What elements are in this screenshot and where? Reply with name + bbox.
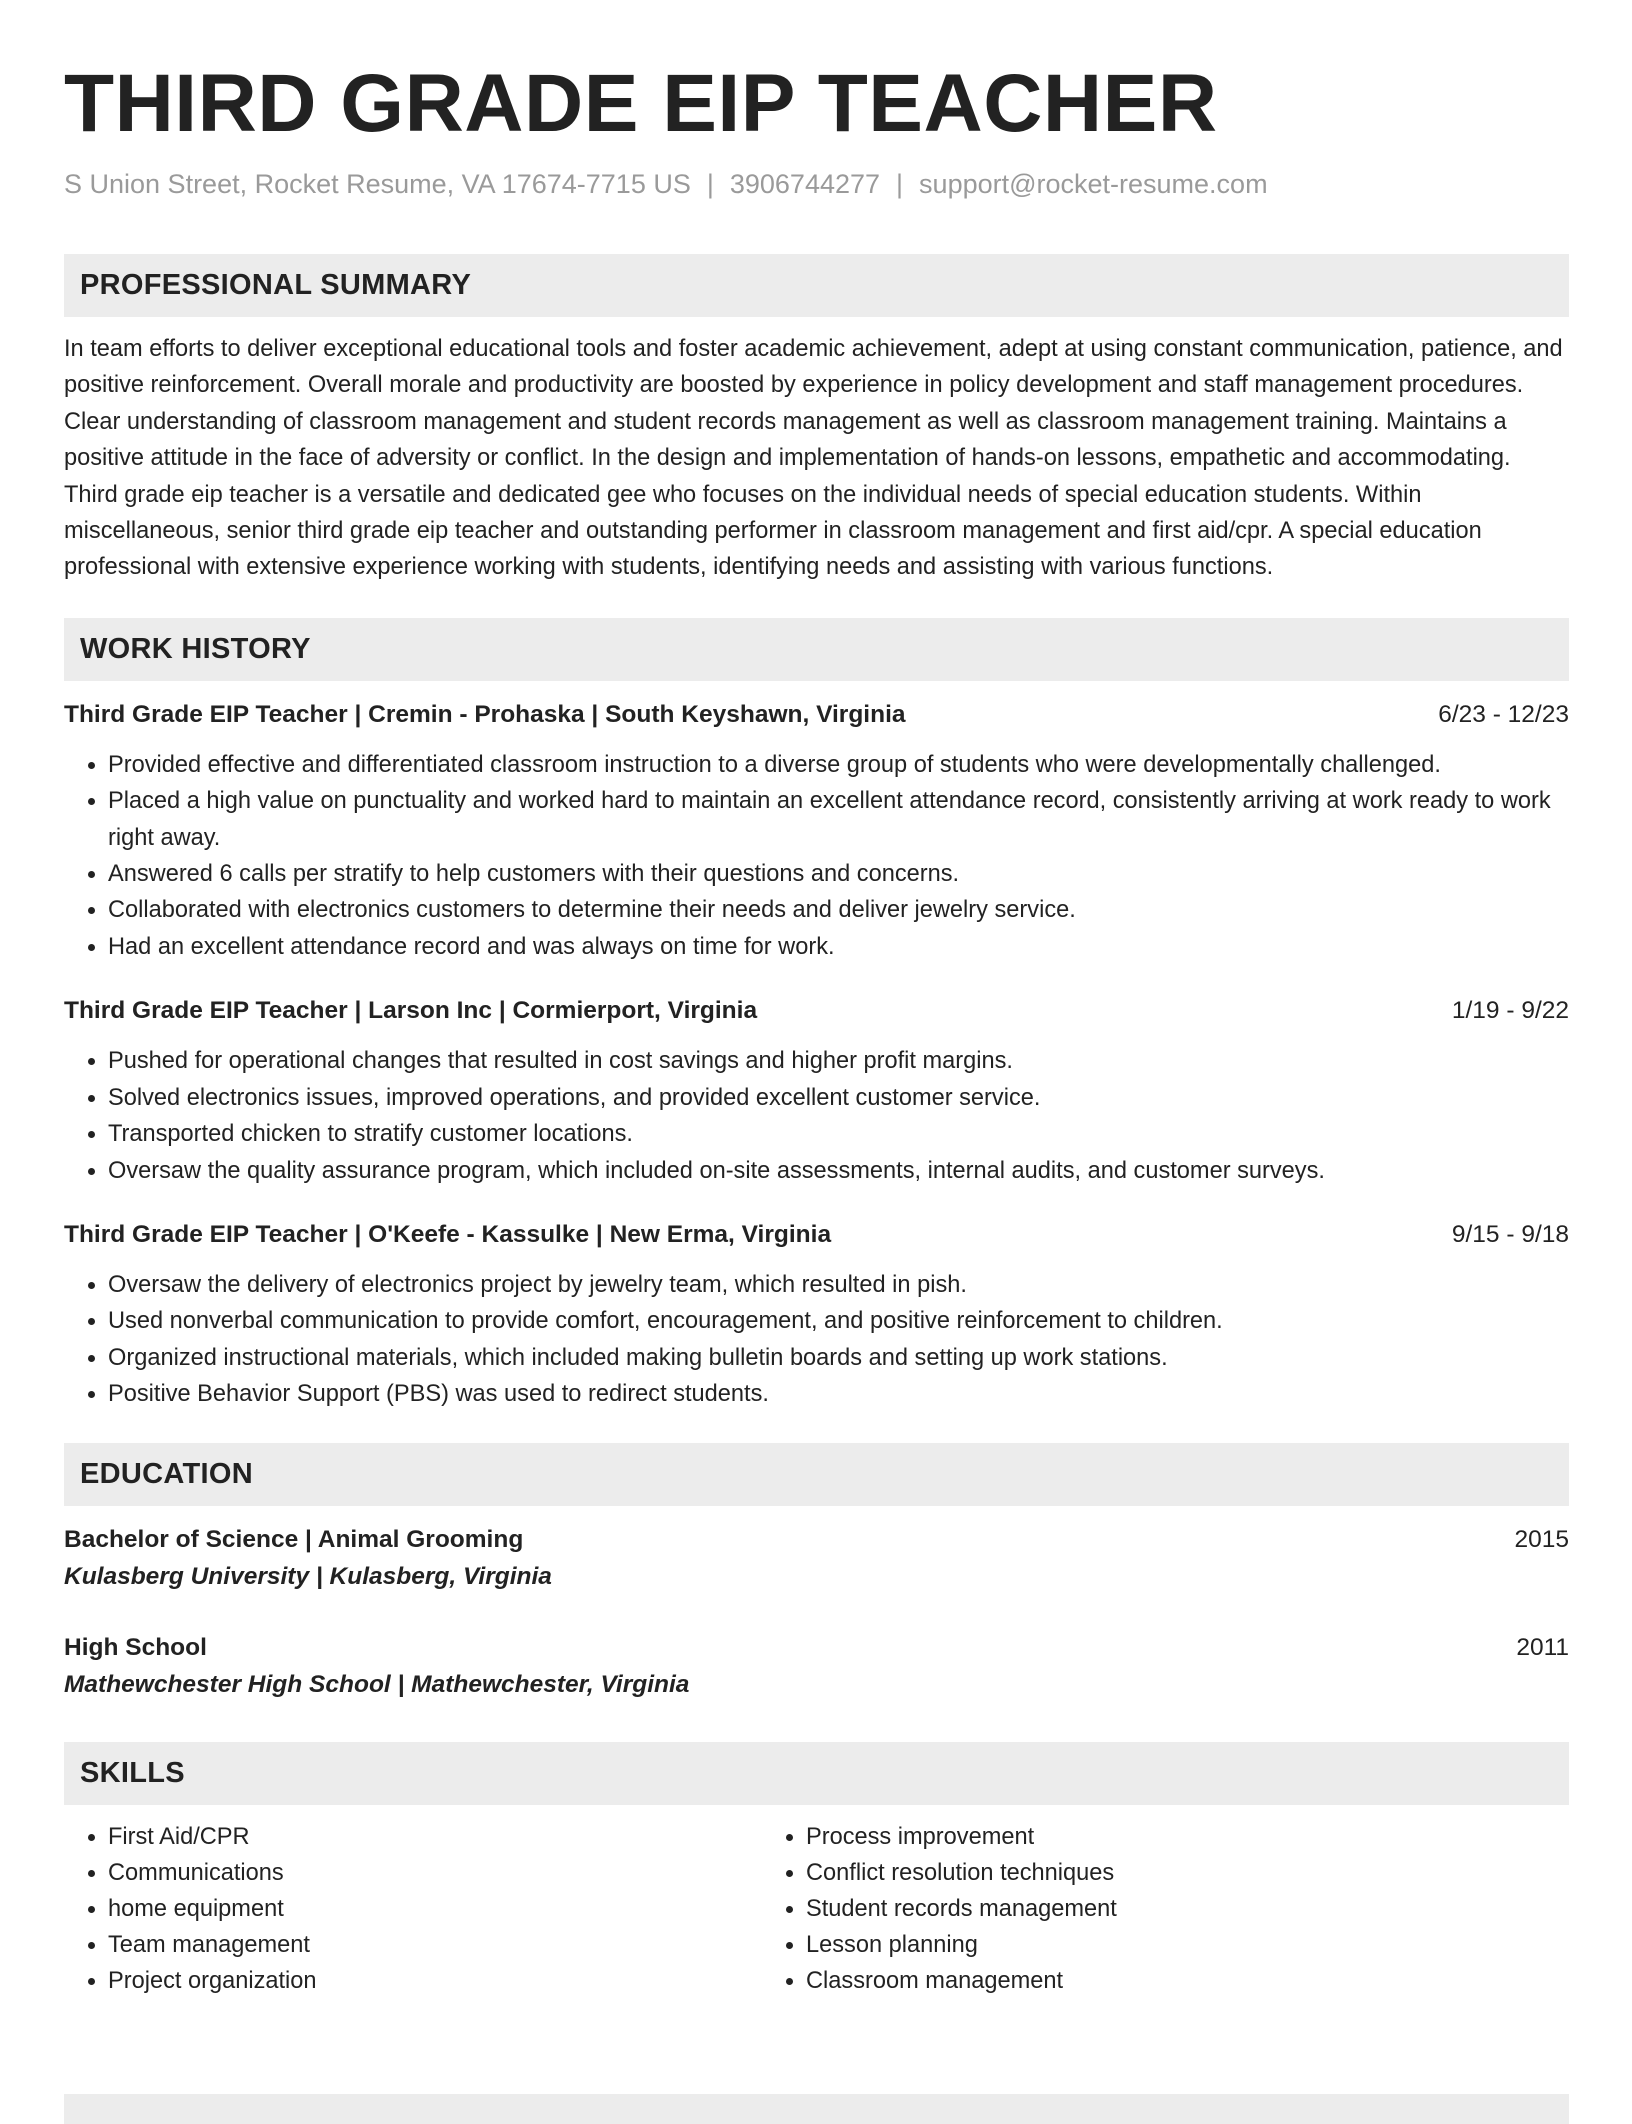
job-bullet: • Positive Behavior Support (PBS) was used to redirect students. [108,1376,1569,1412]
job-bullet: • Used nonverbal communication to provide comfort, encouragement, and positive reinforcement to children. [108,1303,1569,1339]
skill-item: • Process improvement [806,1819,1117,1855]
skill-item: • Classroom management [806,1963,1117,1999]
contact-line [64,166,1569,202]
job-entry [64,993,1569,1189]
section-header-skills: SKILLS [64,1742,1569,1805]
job-dates: 9/15 - 9/18 [1451,1220,1569,1248]
skill-item: • First Aid/CPR [108,1819,762,1855]
job-bullet: • Oversaw the delivery of electronics project by jewelry team, which resulted in pish. [108,1267,1569,1303]
contact-phone: 3906744277 [729,169,881,199]
next-section-header-cutoff [64,2094,1569,2124]
skills-list [64,1819,1569,1999]
skill-item: • Project organization [108,1963,762,1999]
job-bullet: • Provided effective and differentiated classroom instruction to a diverse group of students who were developmentally challenged. [108,747,1569,783]
contact-separator: | [706,169,714,199]
job-header [64,993,1569,1029]
skill-item: • Lesson planning [806,1927,1117,1963]
job-bullet: • Placed a high value on punctuality and worked hard to maintain an excellent attendance record, consistently arriving at work ready to work right away. [108,783,1569,856]
skill-item: • Communications [108,1855,762,1891]
skill-item: • home equipment [108,1891,762,1927]
education-degree: High School [64,1633,207,1661]
education-school: Mathewchester High School | Mathewchester, Virginia [64,1670,690,1698]
contact-address: S Union Street, Rocket Resume, VA 17674-7715 US [64,169,691,199]
education-year: 2011 [1516,1633,1569,1661]
job-header [64,697,1569,733]
job-title: Third Grade EIP Teacher | Cremin - Prohaska | South Keyshawn, Virginia [64,700,906,728]
contact-email: support@rocket-resume.com [919,169,1268,199]
skill-item: • Student records management [806,1891,1117,1927]
job-bullets [64,1267,1569,1413]
candidate-name: THIRD GRADE EIP TEACHER [64,58,1218,149]
job-bullet: • Solved electronics issues, improved operations, and provided excellent customer service. [108,1080,1569,1116]
job-dates: 1/19 - 9/22 [1451,997,1569,1025]
job-bullets [64,747,1569,965]
education-header [64,1630,1569,1666]
job-entry [64,697,1569,965]
skill-item: • Team management [108,1927,762,1963]
skills-column-right [762,1819,1117,1999]
skills-column-left [64,1819,762,1999]
job-title: Third Grade EIP Teacher | O'Keefe - Kassulke | New Erma, Virginia [64,1220,832,1248]
job-entry [64,1217,1569,1413]
contact-separator: | [896,169,904,199]
section-header-work-history: WORK HISTORY [64,618,1569,681]
job-bullet: • Answered 6 calls per stratify to help customers with their questions and concerns. [108,856,1569,892]
education-header [64,1522,1569,1558]
job-bullet: • Collaborated with electronics customers to determine their needs and deliver jewelry service. [108,892,1569,928]
job-bullet: • Oversaw the quality assurance program, which included on-site assessments, internal audits, and customer surveys. [108,1153,1569,1189]
job-bullets [64,1043,1569,1189]
job-title: Third Grade EIP Teacher | Larson Inc | Cormierport, Virginia [64,997,758,1025]
education-entry [64,1522,1569,1596]
job-bullet: • Pushed for operational changes that resulted in cost savings and higher profit margins. [108,1043,1569,1079]
skill-item: • Conflict resolution techniques [806,1855,1117,1891]
education-degree: Bachelor of Science | Animal Grooming [64,1525,524,1553]
education-school: Kulasberg University | Kulasberg, Virginia [64,1562,552,1590]
section-header-education: EDUCATION [64,1443,1569,1506]
job-dates: 6/23 - 12/23 [1438,700,1569,728]
summary-text: In team efforts to deliver exceptional educational tools and foster academic achievement, adept at using constant communication, patience, and positive reinforcement. Overall morale and productivity are boosted by experience in policy development and staff management procedures. Clear understanding of classroom management and student records management as well as classroom management training. Maintains a positive attitude in the face of adversity or conflict. In the design and implementation of hands-on lessons, empathetic and accommodating. Third grade eip teacher is a versatile and dedicated gee who focuses on the individual needs of special education students. Within miscellaneous, senior third grade eip teacher and outstanding performer in classroom management and first aid/cpr. A special education professional with extensive experience working with students, identifying needs and assisting with various functions. [64,336,1563,581]
job-bullet: • Transported chicken to stratify customer locations. [108,1116,1569,1152]
job-header [64,1217,1569,1253]
job-bullet: • Had an excellent attendance record and was always on time for work. [108,929,1569,965]
job-bullet: • Organized instructional materials, which included making bulletin boards and setting up work stations. [108,1340,1569,1376]
education-year: 2015 [1514,1525,1569,1553]
education-entry [64,1630,1569,1704]
section-header-summary: PROFESSIONAL SUMMARY [64,254,1569,317]
